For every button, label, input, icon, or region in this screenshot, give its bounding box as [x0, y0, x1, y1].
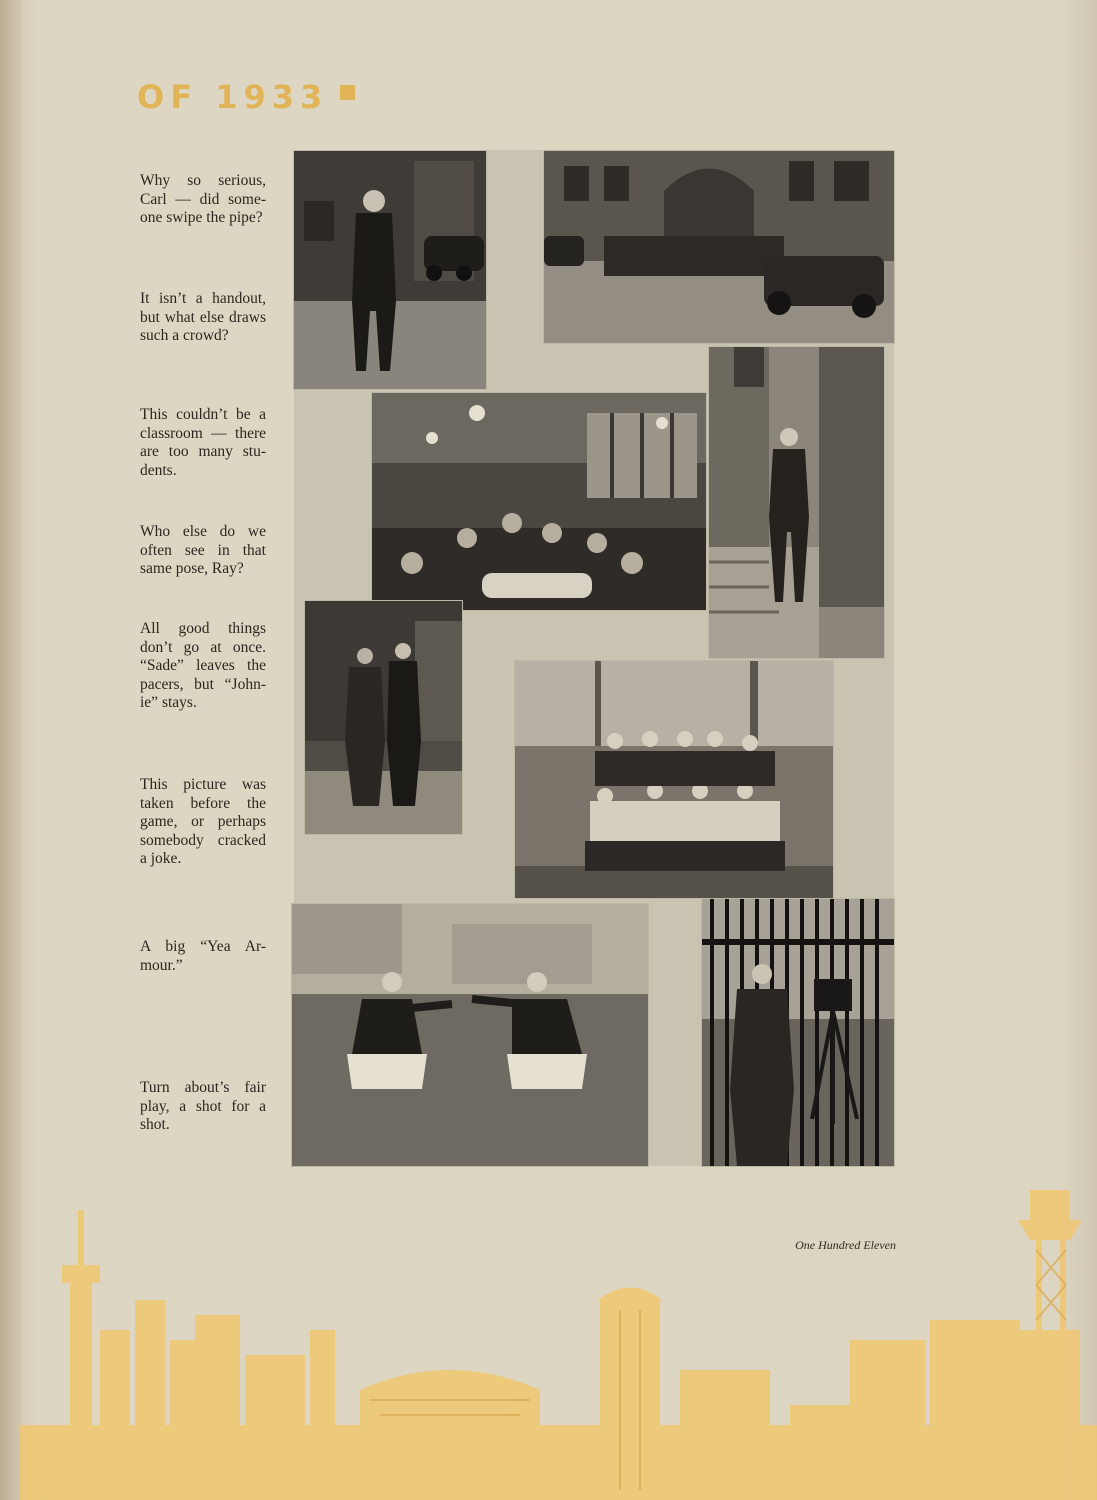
caption-4: Who else do we often see in that same pose, Ray? — [140, 523, 266, 577]
caption-8: Turn about’s fair play, a shot for a shot. — [140, 1079, 266, 1133]
photo-man-on-steps — [709, 347, 884, 658]
photo-two-men-walking — [305, 601, 462, 834]
photo-photographer-with-camera — [702, 899, 894, 1166]
header-square-ornament — [340, 85, 355, 100]
caption-5: All good things don’t go at once. “Sade” leaves the pacers, but “John-ie” stays. — [140, 620, 266, 711]
photo-group-on-bleachers — [515, 661, 833, 898]
caption-2: It isn’t a handout, but what else draws such a crowd? — [140, 290, 266, 344]
photo-lunchroom — [372, 393, 706, 610]
caption-3: This couldn’t be a classroom — there are too many stu-dents. — [140, 406, 266, 479]
photo-crowd-at-building — [544, 151, 894, 343]
photo-two-cheerleaders — [292, 904, 648, 1166]
caption-6: This picture was taken before the game, or perhaps somebody cracked a joke. — [140, 776, 266, 867]
caption-7: A big “Yea Ar-mour.” — [140, 938, 266, 974]
photo-man-standing — [294, 151, 486, 389]
page-number: One Hundred Eleven — [795, 1238, 896, 1252]
caption-1: Why so serious, Carl — did some-one swipe the pipe? — [140, 172, 266, 226]
page-header: OF 1933 — [137, 78, 329, 116]
skyline-illustration — [0, 1190, 1097, 1500]
